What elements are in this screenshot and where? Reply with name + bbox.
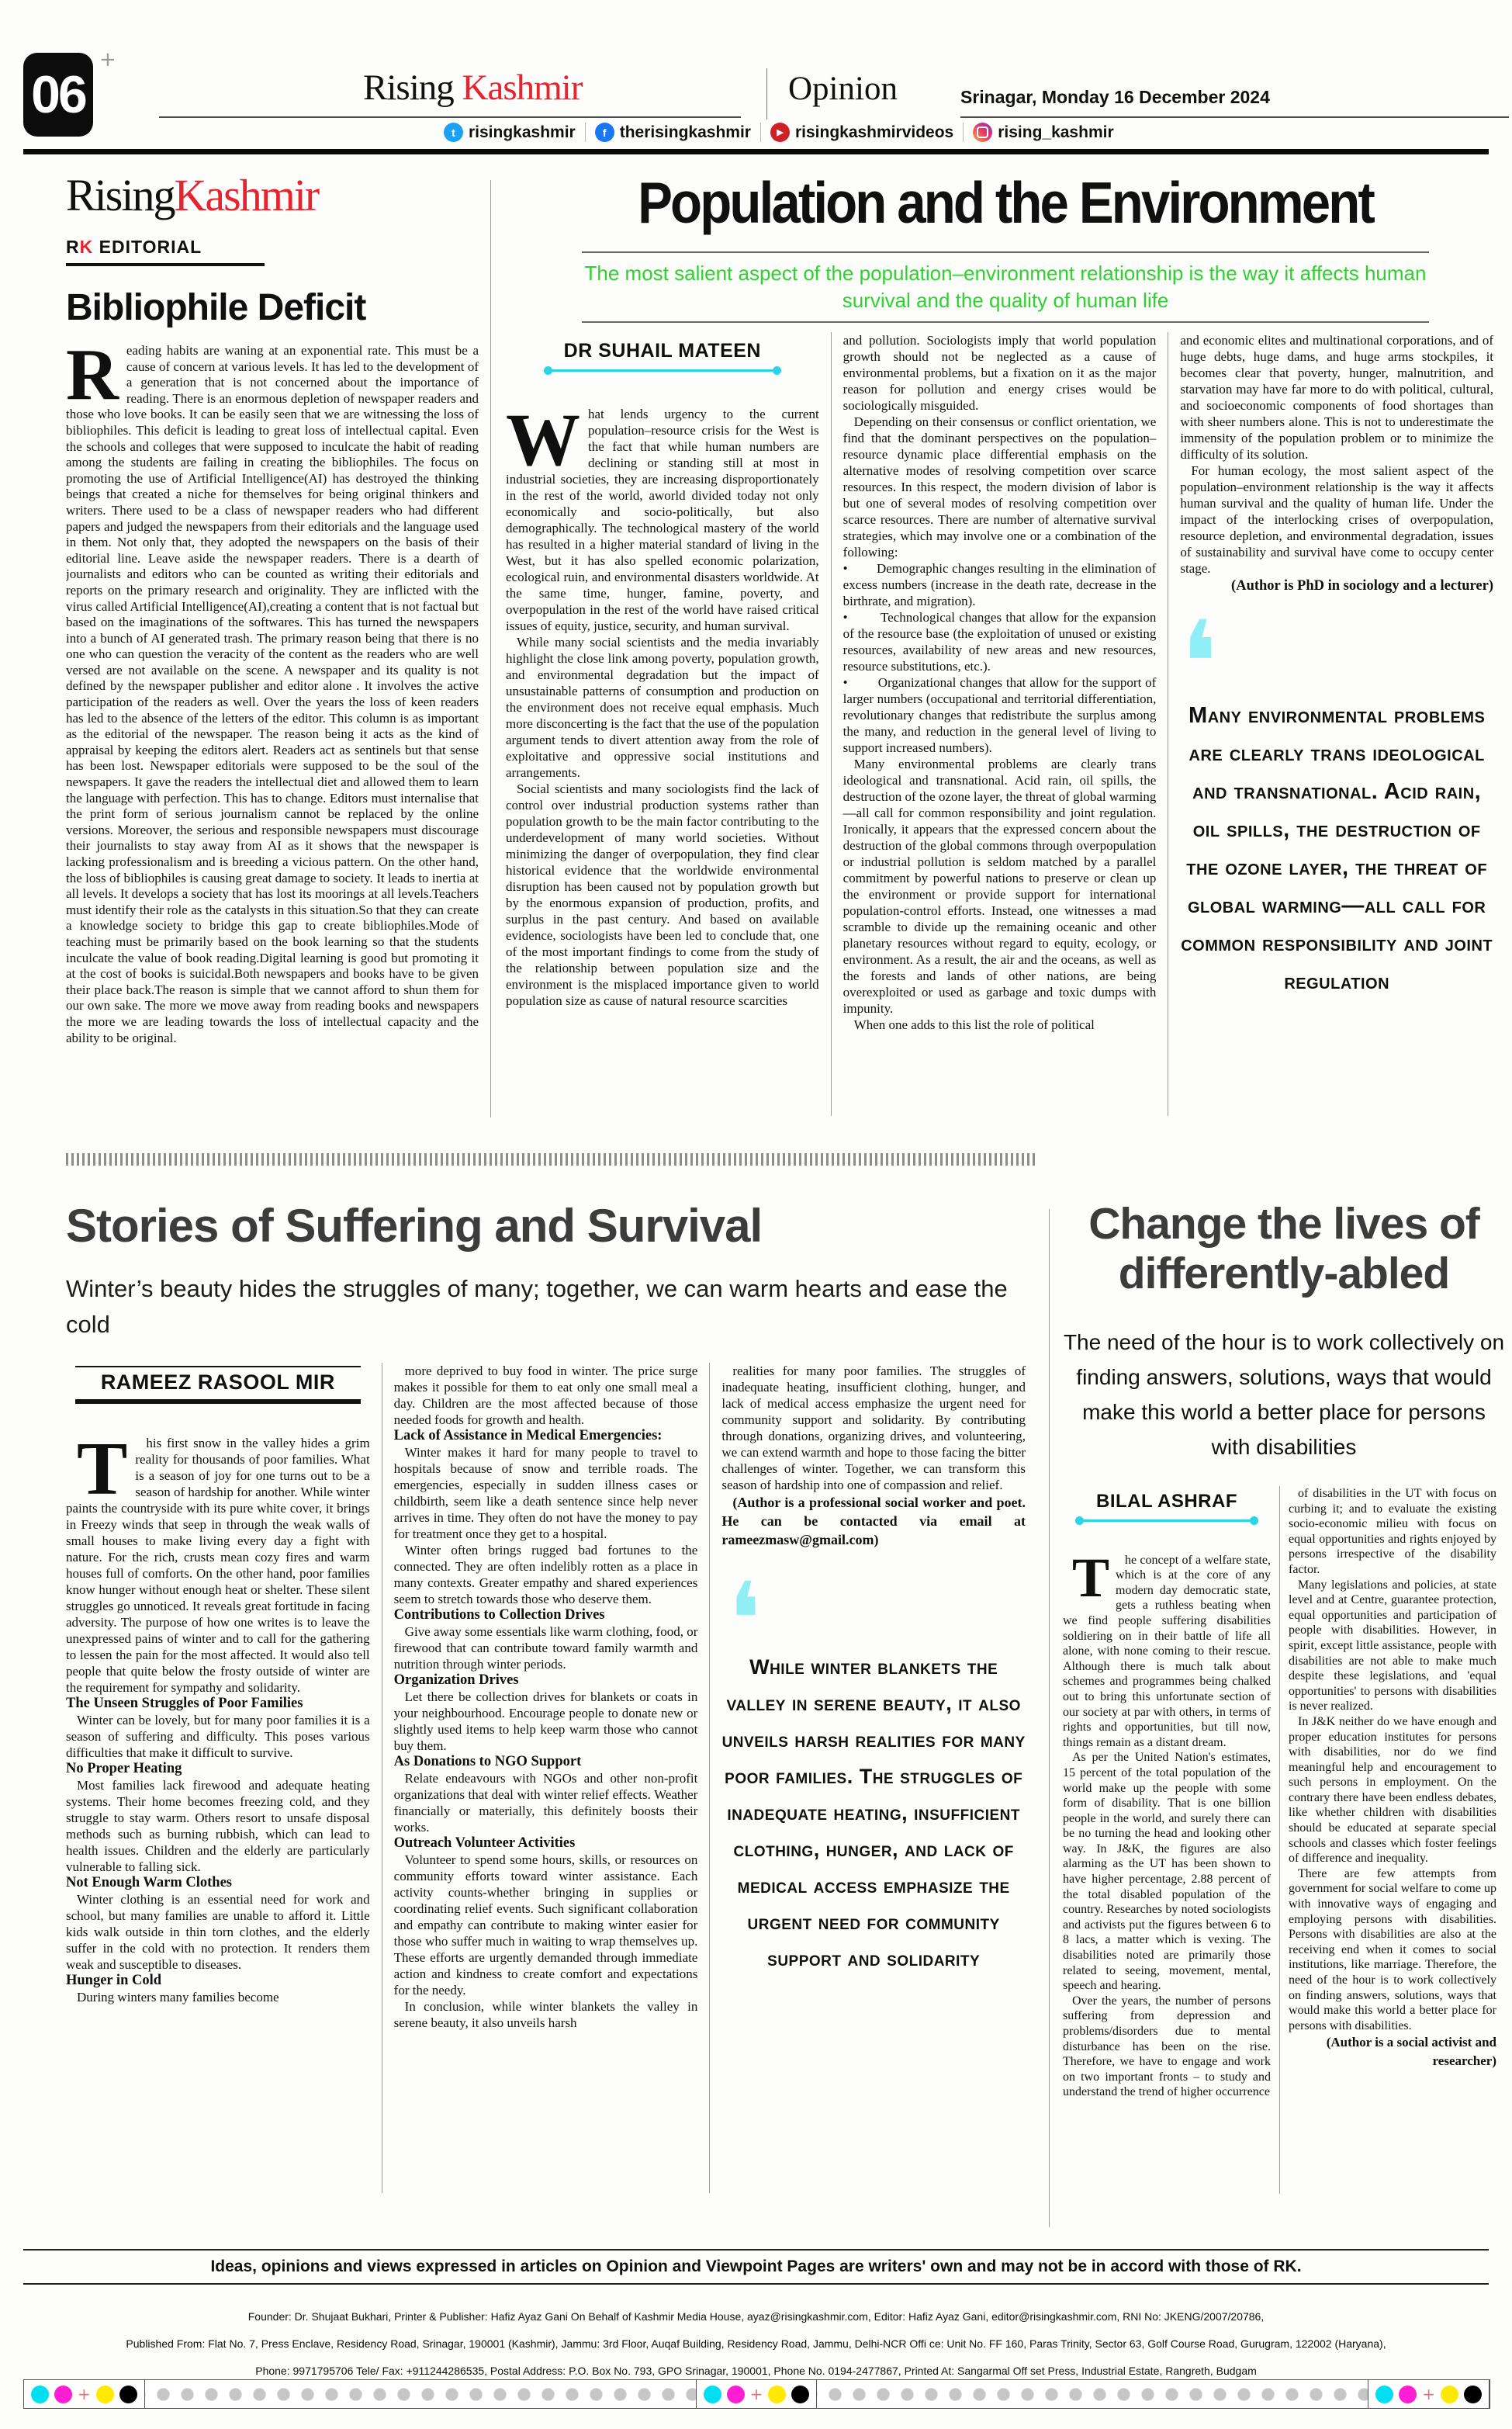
social-handle: risingkashmir: [469, 123, 576, 141]
column-divider: [490, 180, 491, 1117]
paragraph: Volunteer to spend some hours, skills, or resources on community efforts toward winter assistance. Each activity counts-whether bringing in supplies or coordinating relief events. Such significant collaboration and empathy can contribute to making winter easier for those who suffer much in waiting to wrap themselves up. These efforts are urgently demanded through immediate action and kindness to create comfort and expectations for the needy.: [393, 1852, 698, 1998]
editorial-logo: [66, 169, 479, 221]
byline-name: RAMEEZ RASOOL MIR: [100, 1370, 335, 1394]
paragraph: There are few attempts from government for social welfare to come up with innovative ways of engaging and employing persons with disabilities. Persons with disabilities are also at the receiving end when it comes to social institutions, like marriage. Therefore, the need of the hour is to work collectively on finding answers, solutions, ways that would make this world a better place for persons with disabilities.: [1289, 1866, 1496, 2032]
page-number: 06: [23, 53, 93, 137]
editorial-block: [66, 169, 479, 1127]
abled-columns: [1063, 1486, 1505, 2194]
facebook-icon: f: [595, 123, 614, 142]
paragraph: Most families lack firewood and adequate heating systems. Their home becomes freezing cold, and they struggle to stay warm. Others resort to unsafe disposal methods such as burning rubbish, which can lead to health issues. Children and the elderly are particularly vulnerable to falling sick.: [66, 1778, 370, 1874]
gray-dot-strip: [145, 2380, 696, 2408]
imprint-line: Phone: 9971795706 Tele/ Fax: +911244286535, Postal Address: P.O. Box No. 793, GPO Srinagar, 190001, Phone No. 0194-2477867, Printed At: Sangarmal Off set Press, Industrial Estate, Rangreth, Budgam: [255, 2365, 1257, 2377]
header-divider: [766, 68, 767, 120]
paragraph: What lends urgency to the current population–resource crisis for the West is the fact that while human numbers are declining or standing still at most in industrial societies, they are increasing disproportionately in the rest of the world, aworld divided today not only economically and socio-politically, but also demographically. The technological mastery of the world has resulted in a higher material standard of living in the West, but it has also spelled economic polarization, ecological ruin, and environmental disasters worldwide. At the same time, hunger, famine, poverty, and overpopulation in the rest of the world have raised critical issues of equity, justice, security, and human survival.: [506, 398, 819, 633]
paragraph: While many social scientists and the media invariably highlight the close link among poverty, population growth, and environmental degradation but the impact of unsustainable patterns of consumption and production on the environment does not receive equal emphasis. Much more disconcerting is the fact that the use of the population argument tends to divert attention away from the role of exploitative and oppressive social institutions and arrangements.: [506, 635, 819, 780]
registration-cross-icon: +: [99, 48, 116, 71]
byline: [75, 1366, 361, 1404]
kicker-r: R: [66, 237, 80, 257]
print-registration-bar: [23, 2379, 1490, 2409]
paragraph: In J&K neither do we have enough and proper education institutes for persons with disabilities, nor do we find meaningful help and encouragement to such persons in employment. On the contrary there have been endless debates, like whether children with disabilities should be educated at separate special schools and classes which foster feelings of difference and inequality.: [1289, 1714, 1496, 1866]
subhead: As Donations to NGO Support: [393, 1754, 582, 1769]
author-credit: (Author is PhD in sociology and a lecturer): [1231, 578, 1494, 594]
cyan-dot-icon: [1375, 2386, 1393, 2403]
abled-subtitle: The need of the hour is to work collectively on finding answers, solutions, ways that would make this world a better place for persons with disabilities: [1063, 1330, 1505, 1459]
paragraph: The concept of a welfare state, which is at the core of any modern day democratic state, gets a ruthless beating when we find people suffering disabilities soldiering on in their battle of life all alone, with none coming to their rescue. Although there is much talk about schemes and programmes being chalked out to bring this unfortunate section of our society at par with others, in terms of rights and opportunities, but till now, things remain as a distant dream.: [1063, 1546, 1271, 1749]
magenta-dot-icon: [54, 2386, 72, 2403]
stories-col-3: [709, 1363, 1037, 2193]
paragraph: Winter often brings rugged bad fortunes to the connected. They are often indelibly rotten as a place in many contexts. Greater empathy and shared experiences seem to stretch towards those who deserve them.: [393, 1543, 698, 1606]
bullet-item: • Technological changes that allow for the expansion of the resource base (the exploitation of unused or existing resources, availability of new areas and new resources, resource substitutions, etc.).: [842, 610, 1157, 674]
quote-icon: ❛: [728, 1561, 761, 1680]
paragraph: and pollution. Sociologists imply that world population growth should not be neglected as a cause of environmental problems, but a fixation on it as the major reason for pollution and energy crises would be sociologically misguided.: [842, 333, 1157, 413]
population-article: [506, 169, 1505, 1116]
abled-col-2: [1279, 1486, 1505, 2194]
paragraph: Many environmental problems are clearly trans ideological and transnational. Acid rain, oil spills, the destruction of the ozone layer, the threat of global warming—all call for common responsibility and joint regulation. Ironically, it appears that the expressed concern about the destruction of the global commons through overpopulation or industrial pollution is seldom matched by a parallel commitment by powerful nations to preserve or clean up the environment or provide support for international population-control efforts. Instead, one witnesses a mad scramble to divide up the remaining oceanic and other planetary resources without regard to equity, ecology, or environment. As a result, the air and the oceans, as well as the forests and lands of other nations, are being overexploited or used as garbage and toxic dumps with impunity.: [842, 757, 1157, 1016]
youtube-icon: ▶: [770, 123, 790, 142]
paragraph: This first snow in the valley hides a grim reality for thousands of poor families. What is a season of joy for one turns out to be a season of hardship for another. While winter paints the countryside with its pure white cover, it brings in Freezy winds that seep in through the weak walls of small houses to make living every day a fight with nature. For the rich, crusts mean cozy fires and warm houses full of comforts. On the other hand, poor families know hunger without enough heat or shelter. These silent struggles go unnoticed. It reveals great fortitude in facing adversity. The purpose of how one writes is to leave the unexpressed pains of winter and to call for the gathering to lessen the pain for the most affected. It would also tell people that quite below the frosty outside of winter are the requirement for sympathy and solidarity.: [66, 1427, 370, 1695]
registration-cross-icon: +: [749, 2385, 763, 2403]
subhead: Lack of Assistance in Medical Emergencies:: [393, 1428, 663, 1443]
imprint-line: Founder: Dr. Shujaat Bukhari, Printer & Publisher: Hafiz Ayaz Gani On Behalf of Kashmir Media House, ayaz@risingkashmir.com, Editor: Hafiz Ayaz Gani, editor@risingkashmir.com, RNI No: JKENG/2007/20786,: [247, 2310, 1265, 2323]
social-handle: therisingkashmir: [619, 123, 751, 141]
quote-icon: ❛: [1180, 597, 1218, 732]
registration-cross-icon: +: [1422, 2385, 1436, 2403]
social-handle: rising_kashmir: [998, 123, 1114, 141]
yellow-dot-icon: [96, 2386, 114, 2403]
byline: [546, 340, 779, 372]
subhead: Outreach Volunteer Activities: [393, 1835, 576, 1851]
cmyk-registration-marks: [1368, 2380, 1490, 2408]
stories-headline: Stories of Suffering and Survival: [66, 1200, 763, 1252]
black-dot-icon: [1464, 2386, 1482, 2403]
paragraph: Winter clothing is an essential need for work and school, but many families are unable to afford it. Little kids walk outside in thin torn clothes, and the elderly suffer in the cold with no protection. It renders them weak and susceptible to diseases.: [66, 1892, 370, 1972]
paragraph: Give away some essentials like warm clothing, food, or firewood that can contribute toward family warmth and nutrition through winter periods.: [393, 1624, 698, 1672]
paragraph: more deprived to buy food in winter. The price surge makes it possible for them to eat only one small meal a day. Children are the most affected because of those needed foods for growth and health.: [393, 1363, 698, 1427]
logo-kashmir: Kashmir: [174, 170, 319, 220]
abled-headline: Change the lives of differently-abled: [1088, 1199, 1479, 1298]
subhead: Organization Drives: [393, 1672, 519, 1688]
subhead: Not Enough Warm Clothes: [66, 1875, 232, 1890]
subhead: Contributions to Collection Drives: [393, 1607, 605, 1623]
section-divider: [1049, 1209, 1050, 2227]
byline-rule: [1078, 1519, 1256, 1522]
abled-col-1: [1063, 1486, 1279, 2194]
cmyk-registration-marks: [24, 2380, 145, 2408]
author-credit: (Author is a social activist and researcher): [1326, 2035, 1496, 2069]
paragraph: As per the United Nation's estimates, 15 percent of the total population of the world make up the people with some form of disability. That is one billion people in the world, and surely there can be no turning the head and looking other way. In J&K, the figures are also alarming as the UT has been shown to have higher percentage, 2.88 percent of the total disabled population of the country. Researches by noted sociologists and activists put the figures between 6 to 8 lacs, a matter which is vexing. The disabilities noted are primarily those related to seeing, movement, mental, speech and hearing.: [1063, 1751, 1271, 1993]
kicker-k: K: [79, 237, 94, 257]
byline-name: BILAL ASHRAF: [1096, 1491, 1237, 1512]
kicker-rule: [66, 263, 265, 266]
editorial-kicker: [66, 237, 479, 258]
editorial-body: Reading habits are waning at an exponential rate. This must be a cause of concern at various levels. It has led to the development of a generation that is not concerned about the importance of reading. There is an enormous depletion of newspaper readers and those who love books. It can be easily seen that we are witnessing the loss of bibliophiles. This deficit is leading to great loss of intellectual capital. Even the schools and colleges that were supposed to inculcate the habit of reading among the students are failing in creating the bibliophiles. The focus on promoting the use of Artificial Intelligence(AI) has destroyed the thinking beings that created a niche for themselves for being original thinkers and writers. There used to be a class of newspaper readers who had different papers and judged the newspapers from their editorials and the language used in them. Not only that, they adopted the newspapers on the basis of their editorial line. Leave aside the newspaper readers. There is a dearth of journalists and editors who can be counted as writing their editorials and reports on the primary research and originality. They are inflicted with the virus called Artificial Intelligence(AI),creating a content that is not factual but based on the imaginations of the softwares. This has turned the newspapers into a bunch of AI generated trash. The primary reason being that there is no one who can question the veracity of the content as the readers who are well versed are not available on the scene. A newspaper and its quality is not defined by the newspaper publisher and editor alone . It involves the active participation of the readers as well. Over the years the loss of keen readers has led to the absence of the letters of the editor. This column is as important as the editorial of the newspaper. The reason being it acts as the kind of appraisal by keeping the editors alert. Readers act as sentinels but that sense has been lost. Newspaper editorials were supposed to be the soul of the newspapers. It gave the readers the intellectual diet and allowed them to learn the language with perfection. This has to change. Editors must internalise that the print form of serious journalism cannot be replaced by the online versions. Moreover, the serious and responsible newspapers must discourage their journalists to stay away from AI as it shows that the newspaper is lacking professionalism and is breeding a vicious pattern. On the other hand, the loss of bibliophiles is causing great damage to society. It leads to inertia at all levels. It develops a society that has lost its moorings at all levels.Teachers must identify their role as the catalysts in this situation.So that they can create a knowledge society to bridge this gap to create bibliophiles.Mode of teaching must be primarily based on the book learning so that the students inculcate the value of book reading.Digital learning is good but promoting it at the cost of books is suicidal.Both newspapers and books have to be given their place back.The reason is simple that we cannot afford to shun them for our own sake. The more we move away from reading books and newspapers the more we are leading towards the loss of intellectual capacity and the ability to be original.: [66, 343, 479, 1045]
paragraph: During winters many families become: [77, 1990, 279, 2005]
population-col-2: [831, 332, 1168, 1116]
paragraph: of disabilities in the UT with focus on curbing it; and to evaluate the existing socio-economic milieu with focus on equal opportunities and rights enjoyed by persons irrespective of the disability factor.: [1289, 1487, 1496, 1576]
paragraph: For human ecology, the most salient aspect of the population–environment relationship is the way it affects human survival and the quality of human life. Under the impact of the interlocking crises of overpopulation, resource depletion, and environmental degradation, issues of sustainability and survival have come to occupy center stage.: [1180, 463, 1494, 576]
byline-name: DR SUHAIL MATEEN: [563, 340, 761, 362]
yellow-dot-icon: [1441, 2386, 1458, 2403]
paragraph: Winter makes it hard for many people to travel to hospitals because of snow and terrible roads. The emergencies, especially in sudden illness cases or childbirth, seem like a death sentence since help never arrives in time. They often do not have the money to pay for treatment once they get to a hospital.: [393, 1445, 698, 1541]
section-divider-ticks: [66, 1153, 1037, 1166]
population-col-3: [1168, 332, 1505, 1116]
social-twitter[interactable]: [434, 123, 585, 142]
black-dot-icon: [791, 2386, 809, 2403]
cmyk-registration-marks: [696, 2380, 818, 2408]
population-subtitle-box: [582, 251, 1429, 323]
population-headline: Population and the Environment: [638, 170, 1373, 236]
social-facebook[interactable]: [585, 123, 760, 142]
population-columns: [506, 332, 1505, 1116]
paragraph: Winter can be lovely, but for many poor families it is a season of suffering and difficulty. This poses various difficulties that make it difficult to survive.: [66, 1713, 370, 1760]
social-bar: [434, 123, 1123, 142]
registration-cross-icon: +: [78, 2385, 91, 2403]
yellow-dot-icon: [768, 2386, 786, 2403]
header-rule-right: [960, 116, 1509, 118]
stories-col-1: [66, 1363, 382, 2193]
paragraph: realities for many poor families. The struggles of inadequate heating, insufficient clothing, hunger, and lack of medical access emphasize the urgent need for community support and solidarity. By contributing through donations, organizing drives, and volunteering, we can extend warmth and hope to those facing the bitter challenges of winter. Together, we can transform this season of hardship into one of compassion and relief.: [721, 1363, 1026, 1492]
pull-quote: While winter blankets the valley in serene beauty, it also unveils harsh realities for many poor families. The struggles of inadequate heating, insufficient clothing, hunger, and lack of medical access emphasize the urgent need for community support and solidarity: [721, 1655, 1026, 1970]
paragraph: Many legislations and policies, at state level and at Centre, guarantee protection, equal opportunities and participation of people with disabilities. However, in spirit, except little assistance, people with disabilities are not able to make much despite these legislations, and 'equal opportunities' to persons with disabilities is never realized.: [1289, 1578, 1496, 1713]
gray-dot-strip: [817, 2380, 1368, 2408]
paragraph: and economic elites and multinational corporations, and of huge debts, huge dams, and huge arms stockpiles, it becomes clear that poverty, hunger, malnutrition, and starvation may have far more to do with political, cultural, and socioeconomic components of food shortages than with sheer numbers alone. This is not to underestimate the immensity of the population problem or to minimize the difficulty of its solution.: [1180, 333, 1494, 462]
black-dot-icon: [119, 2386, 137, 2403]
stories-columns: [66, 1363, 1037, 2193]
disclaimer-bar: Ideas, opinions and views expressed in articles on Opinion and Viewpoint Pages are writers' own and may not be in accord with those of RK.: [23, 2249, 1489, 2285]
pull-quote: Many environmental problems are clearly trans ideological and transnational. Acid rain, oil spills, the destruction of the ozone layer, the threat of global warming—all call for common responsibility and joint regulation: [1181, 702, 1493, 994]
imprint-line: Published From: Flat No. 7, Press Enclave, Residency Road, Srinagar, 190001 (Kashmir), Jammu: 3rd Floor, Auqaf Building, Residency Road, Jammu, Delhi-NCR Offi ce: Unit No. FF 160, Paras Trinity, Sector 63, Golf Course Road, Gurugram, 122002 (Haryana),: [126, 2337, 1386, 2350]
kicker-label: EDITORIAL: [93, 237, 202, 257]
abled-article: [1063, 1199, 1505, 2194]
author-credit: (Author is a professional social worker and poet. He can be contacted via email at rameezmasw@gmail.com): [721, 1495, 1026, 1547]
paragraph: Social scientists and many sociologists find the lack of control over industrial production systems rather than population growth to be the main factor contributing to the underdevelopment of many world societies. Without minimizing the danger of overpopulation, they find clear historical evidence that the worldwide environmental disruption has been caused not by population growth but by the enormous expansion of production, profits, and surplus in the past century. And based on available evidence, sociologists have been led to conclude that, one of the most important findings to come from the study of the relationship between population size and the environment is the misplaced importance given to world population size as cause of natural resource scarcities: [506, 781, 819, 1008]
section-title: Opinion: [788, 71, 898, 107]
paragraph: Relate endeavours with NGOs and other non-profit organizations that deal with winter relief effects. Weather financially or materially, this definitely boosts their works.: [393, 1771, 698, 1835]
subhead: No Proper Heating: [66, 1761, 182, 1776]
social-youtube[interactable]: [760, 123, 963, 142]
cyan-dot-icon: [31, 2386, 49, 2403]
editorial-headline: Bibliophile Deficit: [66, 287, 366, 328]
instagram-icon: [973, 123, 992, 142]
logo-rising: Rising: [66, 170, 175, 220]
subhead: Hunger in Cold: [66, 1973, 162, 1988]
magenta-dot-icon: [727, 2386, 745, 2403]
imprint: [0, 2303, 1512, 2385]
paragraph: Let there be collection drives for blankets or coats in your neighbourhood. Encourage people to donate new or slightly used items to help keep warm those who cannot buy them.: [393, 1689, 698, 1753]
header-rule-left: [159, 116, 741, 118]
social-handle: risingkashmirvideos: [794, 123, 954, 141]
dateline: Srinagar, Monday 16 December 2024: [960, 87, 1270, 107]
twitter-icon: t: [444, 123, 463, 142]
magenta-dot-icon: [1399, 2386, 1417, 2403]
masthead: [363, 67, 582, 109]
header-bar: [23, 149, 1489, 154]
paragraph: In conclusion, while winter blankets the valley in serene beauty, it also unveils harsh: [393, 1999, 698, 2030]
paragraph: Over the years, the number of persons suffering from depression and problems/disorders due to mental disturbance has been on the rise. Therefore, we have to engage and work on two important fronts – to study and understand the trend of higher occurrence: [1063, 1994, 1271, 2099]
stories-col-2: [382, 1363, 710, 2193]
stories-article: [66, 1199, 1037, 2193]
masthead-rising: Rising: [363, 68, 454, 108]
social-instagram[interactable]: [963, 123, 1123, 142]
bullet-item: • Organizational changes that allow for the support of larger numbers (occupational and territorial differentiation, revolutionary changes that redistribute the surplus among the many, and reduction in the general level of living to support increased numbers).: [842, 675, 1157, 755]
cyan-dot-icon: [704, 2386, 721, 2403]
population-col-1: [506, 332, 831, 1116]
paragraph: When one adds to this list the role of political: [853, 1017, 1095, 1032]
subhead: The Unseen Struggles of Poor Families: [66, 1696, 303, 1711]
bullet-item: • Demographic changes resulting in the elimination of excess numbers (increase in the death rate, decrease in the birthrate, and migration).: [842, 561, 1157, 608]
masthead-kashmir: Kashmir: [462, 68, 583, 108]
population-subtitle: The most salient aspect of the population–environment relationship is the way it affects human survival and the quality of human life: [584, 262, 1427, 312]
byline: [1078, 1491, 1256, 1522]
byline-rule: [546, 369, 779, 372]
paragraph: Depending on their consensus or conflict orientation, we find that the dominant perspectives on the population–resource dynamic place differential emphasis on the alternative modes of resolving competition over scarce resources. In this respect, the modern division of labor is but one of several modes of resolving competition over scarce resources. There are number of alternative survival strategies, which may involve one or a combination of the following:: [842, 414, 1157, 560]
stories-subtitle: Winter’s beauty hides the struggles of many; together, we can warm hearts and ease the cold: [66, 1275, 1008, 1338]
